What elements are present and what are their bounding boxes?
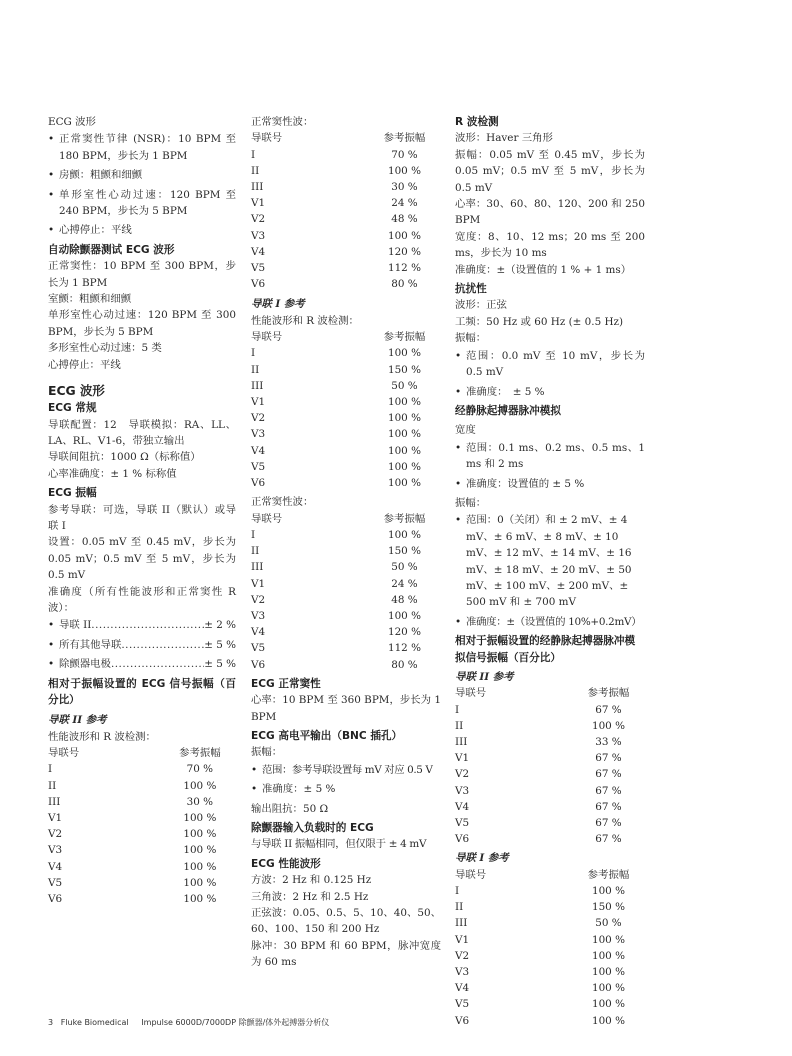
- amp-cell: 67 %: [595, 800, 622, 813]
- amplitude-table: [455, 867, 645, 1029]
- list-item: • 范围：0.1 ms、0.2 ms、0.5 ms、1 ms 和 2 ms: [455, 440, 645, 473]
- aed-line: 心搏停止：平线: [48, 358, 121, 371]
- lead-cell: V5: [455, 817, 470, 830]
- amp-cell: 100 %: [387, 412, 421, 425]
- perf-wave-heading: ECG 性能波形: [251, 857, 321, 870]
- lead-cell: V5: [48, 876, 63, 889]
- ecg-general-line: 导联配置：12 导联模拟：RA、LL、LA、RL、V1-6，带独立输出: [48, 418, 236, 447]
- lead-cell: II: [48, 779, 57, 792]
- table-row: [48, 842, 236, 858]
- table-row: [455, 766, 645, 782]
- amp-cell: 100 %: [591, 719, 625, 732]
- amp-cell: 70 %: [186, 763, 214, 776]
- lead-cell: V1: [455, 752, 470, 765]
- table-row: [455, 980, 645, 996]
- table-row: [455, 899, 645, 915]
- header-lead: 导联号: [455, 868, 487, 881]
- lead-cell: V2: [48, 828, 63, 841]
- header-amp: 参考振幅: [383, 132, 426, 145]
- list-item: • 房颤：粗颤和细颤: [48, 167, 236, 183]
- header-amp: 参考振幅: [587, 687, 630, 700]
- table-row: [251, 640, 441, 656]
- amp-cell: 50 %: [595, 917, 622, 930]
- amp-cell: 24 %: [391, 577, 418, 590]
- lead-cell: V1: [455, 933, 470, 946]
- lead-cell: V5: [455, 998, 470, 1011]
- transvenous-width: 宽度: [455, 424, 476, 437]
- table-row: [251, 443, 441, 459]
- immunity-list: [455, 348, 645, 400]
- lead-cell: II: [455, 901, 464, 914]
- lead-cell: V2: [251, 213, 266, 226]
- amp-cell: 100 %: [591, 885, 625, 898]
- lead-cell: III: [251, 379, 264, 392]
- header-amp: 参考振幅: [383, 331, 426, 344]
- amp-cell: 100 %: [387, 164, 421, 177]
- amp-cell: 48 %: [391, 593, 418, 606]
- list-item: • 准确度：± 5 %: [251, 781, 441, 797]
- immunity-line: 工频：50 Hz 或 60 Hz (± 0.5 Hz): [455, 315, 624, 328]
- lead-cell: V4: [455, 982, 470, 995]
- table-row: [455, 750, 645, 766]
- perf-wave-line: 正弦波：0.05、0.5、5、10、40、50、60、100、150 和 200 Hz: [251, 907, 441, 936]
- table-row: [251, 147, 441, 163]
- lead-cell: V4: [251, 245, 266, 258]
- lead-cell: V6: [251, 278, 266, 291]
- amp-cell: 30 %: [186, 795, 214, 808]
- lead-cell: V6: [251, 477, 266, 490]
- accuracy-label: • 除颤器电极: [59, 658, 111, 671]
- amp-cell: 100 %: [183, 844, 217, 857]
- list-item: [48, 656, 236, 672]
- amp-cell: 50 %: [391, 379, 418, 392]
- header-amp: 参考振幅: [587, 868, 630, 881]
- perf-wave-line: 方波：2 Hz 和 0.125 Hz: [251, 874, 372, 887]
- transvenous-amp: 振幅：: [455, 496, 487, 509]
- amplitude-table: [455, 685, 645, 847]
- lead-cell: V1: [251, 197, 266, 210]
- amp-cell: 67 %: [595, 784, 622, 797]
- amp-cell: 150 %: [387, 363, 421, 376]
- amp-cell: 112 %: [387, 262, 421, 275]
- accuracy-value: ± 5 %: [204, 658, 236, 671]
- lead-cell: V3: [251, 609, 266, 622]
- table-row: [48, 778, 236, 794]
- lead-cell: III: [251, 561, 264, 574]
- amp-cell: 100 %: [183, 893, 217, 906]
- table-row: [251, 592, 441, 608]
- table-row: [48, 761, 236, 777]
- lead-cell: I: [455, 703, 460, 716]
- table-row: [455, 915, 645, 931]
- table-row: [251, 378, 441, 394]
- nsr-heading: 正常窦性波：: [251, 116, 314, 128]
- amp-cell: 100 %: [387, 347, 421, 360]
- immunity-line: 波形：正弦: [455, 299, 507, 312]
- table-row: [251, 624, 441, 640]
- header-amp: 参考振幅: [383, 512, 426, 525]
- lead-cell: V6: [455, 1014, 470, 1027]
- amp-cell: 100 %: [591, 998, 625, 1011]
- list-item: • 范围：0（关闭）和 ± 2 mV、± 4 mV、± 6 mV、± 8 mV、± 10 mV、± 12 mV、± 14 mV、± 16 mV、± 18 mV、± 20 mV、± 50 mV、± 100 mV、± 200 mV、± 500 mV 和 ± 700 mV: [455, 512, 645, 610]
- amp-cell: 24 %: [391, 197, 418, 210]
- amp-cell: 67 %: [595, 817, 622, 830]
- amp-cell: 100 %: [591, 1014, 625, 1027]
- lead-cell: V2: [251, 412, 266, 425]
- dot-leader: [111, 656, 204, 672]
- aed-heading: 自动除颤器测试 ECG 波形: [48, 243, 175, 256]
- table-header-row: [251, 511, 441, 527]
- table-row: [48, 875, 236, 891]
- amp-cell: 100 %: [591, 933, 625, 946]
- accuracy-label: • 导联 II: [59, 619, 92, 632]
- table-row: [455, 831, 645, 847]
- transvenous-width-list: [455, 440, 645, 492]
- perf-wave-line: 三角波：2 Hz 和 2.5 Hz: [251, 890, 369, 903]
- amp-cell: 100 %: [591, 982, 625, 995]
- amp-cell: 100 %: [387, 428, 421, 441]
- lead-cell: V1: [251, 577, 266, 590]
- amp-cell: 120 %: [387, 245, 421, 258]
- lead-cell: V6: [455, 833, 470, 846]
- amp-cell: 100 %: [591, 966, 625, 979]
- rwave-line: 波形：Haver 三角形: [455, 132, 553, 145]
- header-lead: 导联号: [48, 747, 80, 760]
- lead-cell: V3: [455, 784, 470, 797]
- amp-cell: 100 %: [183, 860, 217, 873]
- rwave-heading: R 波检测: [455, 116, 499, 128]
- lead-cell: V4: [48, 860, 63, 873]
- amp-cell: 80 %: [391, 278, 418, 291]
- ecg-general-heading: ECG 常规: [48, 402, 97, 415]
- amp-cell: 100 %: [183, 876, 217, 889]
- rwave-line: 心率：30、60、80、120、200 和 250 BPM: [455, 198, 645, 227]
- table-row: [251, 276, 441, 292]
- lead-cell: V4: [455, 800, 470, 813]
- amplitude-table: [251, 130, 441, 292]
- ecg-nsr-heading: ECG 正常窦性: [251, 677, 321, 690]
- ecg-amp-line: 参考导联：可选，导联 II（默认）或导联 I: [48, 503, 236, 532]
- amp-cell: 150 %: [591, 901, 625, 914]
- lead-cell: V5: [251, 460, 266, 473]
- transvenous-amp-list: [455, 512, 645, 630]
- accuracy-value: ± 5 %: [204, 638, 236, 651]
- table-row: [251, 163, 441, 179]
- lead2-ref-heading: 导联 II 参考: [455, 671, 514, 683]
- amp-cell: 120 %: [387, 626, 421, 639]
- table-row: [48, 826, 236, 842]
- lead1-ref-sub: 性能波形和 R 波检测：: [251, 314, 359, 327]
- lead-cell: V3: [251, 229, 266, 242]
- lead-cell: V3: [455, 966, 470, 979]
- table-row: [251, 527, 441, 543]
- amp-cell: 100 %: [183, 779, 217, 792]
- page-footer: [48, 1017, 329, 1028]
- list-item: • 范围：参考导联设置每 mV 对应 0.5 V: [251, 762, 441, 778]
- immunity-line: 振幅：: [455, 332, 487, 345]
- perf-wave-line: 脉冲：30 BPM 和 60 BPM，脉冲宽度为 60 ms: [251, 939, 441, 969]
- lead-cell: I: [48, 763, 53, 776]
- section-heading: ECG 波形: [48, 383, 105, 399]
- amp-cell: 100 %: [591, 949, 625, 962]
- table-row: [251, 244, 441, 260]
- amp-cell: 100 %: [387, 444, 421, 457]
- transvenous-heading: 经静脉起搏器脉冲模拟: [455, 404, 561, 417]
- transvenous-relative-heading: 相对于振幅设置的经静脉起搏器脉冲模拟信号振幅（百分比）: [455, 635, 636, 664]
- rwave-line: 宽度：8、10、12 ms；20 ms 至 200 ms，步长为 10 ms: [455, 230, 645, 260]
- accuracy-value: ± 2 %: [204, 619, 236, 632]
- lead-cell: III: [455, 917, 468, 930]
- lead-cell: III: [455, 736, 468, 749]
- aed-line: 单形室性心动过速：120 BPM 至 300 BPM，步长为 5 BPM: [48, 309, 236, 338]
- accuracy-label: • 所有其他导联: [59, 638, 122, 651]
- amp-cell: 50 %: [391, 561, 418, 574]
- aed-line: 多形室性心动过速：5 类: [48, 342, 162, 355]
- lead-cell: II: [251, 545, 260, 558]
- amp-cell: 67 %: [595, 833, 622, 846]
- lead-cell: V5: [251, 262, 266, 275]
- table-row: [251, 362, 441, 378]
- table-row: [455, 718, 645, 734]
- column-1: [48, 114, 236, 907]
- company-name: Fluke Biomedical: [60, 1018, 129, 1027]
- table-row: [455, 996, 645, 1012]
- lead-cell: V1: [48, 812, 63, 825]
- ecg-general-line: 导联间阻抗：1000 Ω（标称值）: [48, 451, 201, 464]
- ecg-waves-heading: ECG 波形: [48, 116, 96, 128]
- lead-cell: V2: [455, 949, 470, 962]
- lead-cell: V4: [251, 444, 266, 457]
- amp-cell: 112 %: [387, 642, 421, 655]
- column-2: [251, 114, 441, 971]
- amp-cell: 67 %: [595, 752, 622, 765]
- list-item: [48, 617, 236, 633]
- lead-cell: V4: [251, 626, 266, 639]
- amp-cell: 100 %: [387, 460, 421, 473]
- table-row: [455, 799, 645, 815]
- table-row: [48, 810, 236, 826]
- table-header-row: [48, 745, 236, 761]
- lead-cell: III: [48, 795, 61, 808]
- amp-cell: 100 %: [387, 477, 421, 490]
- table-header-row: [455, 685, 645, 701]
- high-level-amp: 振幅：: [251, 746, 283, 759]
- table-row: [455, 702, 645, 718]
- header-lead: 导联号: [251, 512, 283, 525]
- relative-amp-heading: 相对于振幅设置的 ECG 信号振幅（百分比）: [48, 677, 236, 706]
- ecg-amp-heading: ECG 振幅: [48, 487, 97, 500]
- aed-line: 正常窦性：10 BPM 至 300 BPM，步长为 1 BPM: [48, 260, 236, 289]
- list-item: [48, 637, 236, 653]
- rwave-line: 准确度：±（设置值的 1 % + 1 ms）: [455, 263, 632, 276]
- lead2-ref-heading: 导联 II 参考: [48, 714, 107, 727]
- amplitude-table: [251, 511, 441, 673]
- page-number: 3: [48, 1018, 54, 1027]
- header-lead: 导联号: [251, 132, 283, 145]
- amp-cell: 100 %: [183, 828, 217, 841]
- column-3: [455, 114, 645, 1029]
- header-amp: 参考振幅: [179, 747, 221, 760]
- aed-line: 室颤：粗颤和细颤: [48, 293, 132, 306]
- lead-cell: II: [455, 719, 464, 732]
- rwave-line: 振幅：0.05 mV 至 0.45 mV，步长为 0.05 mV；0.5 mV 至 5 mV，步长为 0.5 mV: [455, 148, 645, 194]
- amp-cell: 30 %: [391, 181, 418, 194]
- table-row: [251, 559, 441, 575]
- table-row: [455, 883, 645, 899]
- amp-cell: 100 %: [387, 229, 421, 242]
- table-row: [251, 543, 441, 559]
- table-row: [251, 179, 441, 195]
- list-item: • 准确度： ± 5 %: [455, 384, 645, 400]
- table-row: [455, 815, 645, 831]
- dot-leader: [121, 637, 204, 653]
- list-item: • 准确度：±（设置值的 10%+0.2mV）: [455, 614, 645, 630]
- list-item: • 正常窦性节律 (NSR)：10 BPM 至 180 BPM，步长为 1 BPM: [48, 131, 236, 164]
- amp-cell: 100 %: [387, 396, 421, 409]
- ecg-amp-line: 设置：0.05 mV 至 0.45 mV，步长为 0.05 mV；0.5 mV 至 5 mV，步长为 0.5 mV: [48, 536, 236, 582]
- lead-cell: V2: [251, 593, 266, 606]
- table-row: [251, 195, 441, 211]
- table-header-row: [251, 329, 441, 345]
- table-row: [251, 459, 441, 475]
- table-row: [251, 426, 441, 442]
- table-row: [48, 859, 236, 875]
- amp-cell: 100 %: [387, 528, 421, 541]
- lead-cell: II: [251, 363, 260, 376]
- table-row: [455, 734, 645, 750]
- lead-cell: II: [251, 164, 260, 177]
- header-lead: 导联号: [455, 687, 487, 700]
- lead-cell: V3: [48, 844, 63, 857]
- table-row: [251, 228, 441, 244]
- table-row: [251, 576, 441, 592]
- defib-load-line: 与导联 II 振幅相同，但仅限于 ± 4 mV: [251, 838, 427, 851]
- table-row: [251, 211, 441, 227]
- lead-cell: I: [251, 148, 256, 161]
- list-item: • 准确度：设置值的 ± 5 %: [455, 476, 645, 492]
- table-row: [251, 657, 441, 673]
- list-item: • 单形室性心动过速：120 BPM 至 240 BPM，步长为 5 BPM: [48, 187, 236, 220]
- table-row: [251, 608, 441, 624]
- table-row: [455, 1013, 645, 1029]
- table-row: [251, 394, 441, 410]
- lead-cell: V1: [251, 396, 266, 409]
- lead-cell: I: [251, 347, 256, 360]
- ecg-waves-list: [48, 131, 236, 238]
- amp-cell: 100 %: [183, 812, 217, 825]
- amp-cell: 80 %: [391, 658, 418, 671]
- high-level-heading: ECG 高电平输出（BNC 插孔）: [251, 729, 403, 742]
- ecg-nsr-line: 心率：10 BPM 至 360 BPM，步长为 1 BPM: [251, 694, 441, 723]
- amp-cell: 67 %: [595, 768, 622, 781]
- ecg-amp-line: 准确度（所有性能波形和正常窦性 R 波）：: [48, 585, 236, 614]
- accuracy-list: [48, 617, 236, 672]
- immunity-heading: 抗扰性: [455, 283, 487, 296]
- table-row: [455, 948, 645, 964]
- amplitude-table: [251, 329, 441, 491]
- lead-cell: V6: [251, 658, 266, 671]
- lead-cell: V3: [251, 428, 266, 441]
- amp-cell: 150 %: [387, 545, 421, 558]
- amp-cell: 67 %: [595, 703, 622, 716]
- table-row: [455, 932, 645, 948]
- table-row: [455, 783, 645, 799]
- amp-cell: 70 %: [391, 148, 418, 161]
- lead-cell: V6: [48, 893, 63, 906]
- ecg-general-line: 心率准确度：± 1 % 标称值: [48, 467, 177, 480]
- list-item: • 范围：0.0 mV 至 10 mV，步长为 0.5 mV: [455, 348, 645, 381]
- lead-cell: III: [251, 181, 264, 194]
- list-item: • 心搏停止：平线: [48, 222, 236, 238]
- amp-cell: 33 %: [595, 736, 622, 749]
- nsr-heading: 正常窦性波：: [251, 496, 314, 509]
- table-row: [455, 964, 645, 980]
- amplitude-table: [48, 745, 236, 907]
- table-row: [251, 260, 441, 276]
- amp-cell: 100 %: [387, 609, 421, 622]
- lead1-ref-heading: 导联 I 参考: [455, 852, 509, 865]
- lead2-ref-sub: 性能波形和 R 波检测：: [48, 730, 156, 743]
- table-header-row: [455, 867, 645, 883]
- lead1-ref-heading: 导联 I 参考: [251, 298, 305, 311]
- lead-cell: V5: [251, 642, 266, 655]
- high-level-list: [251, 762, 441, 798]
- amp-cell: 48 %: [391, 213, 418, 226]
- table-row: [48, 794, 236, 810]
- output-impedance: 输出阻抗：50 Ω: [251, 802, 329, 815]
- table-header-row: [251, 130, 441, 146]
- lead-cell: I: [251, 528, 256, 541]
- header-lead: 导联号: [251, 331, 283, 344]
- product-name: Impulse 6000D/7000DP 除颤器/体外起搏器分析仪: [141, 1018, 330, 1027]
- dot-leader: [91, 617, 204, 633]
- table-row: [251, 475, 441, 491]
- lead-cell: V2: [455, 768, 470, 781]
- lead-cell: I: [455, 885, 460, 898]
- table-row: [251, 345, 441, 361]
- table-row: [251, 410, 441, 426]
- defib-load-heading: 除颤器输入负载时的 ECG: [251, 821, 374, 834]
- table-row: [48, 891, 236, 907]
